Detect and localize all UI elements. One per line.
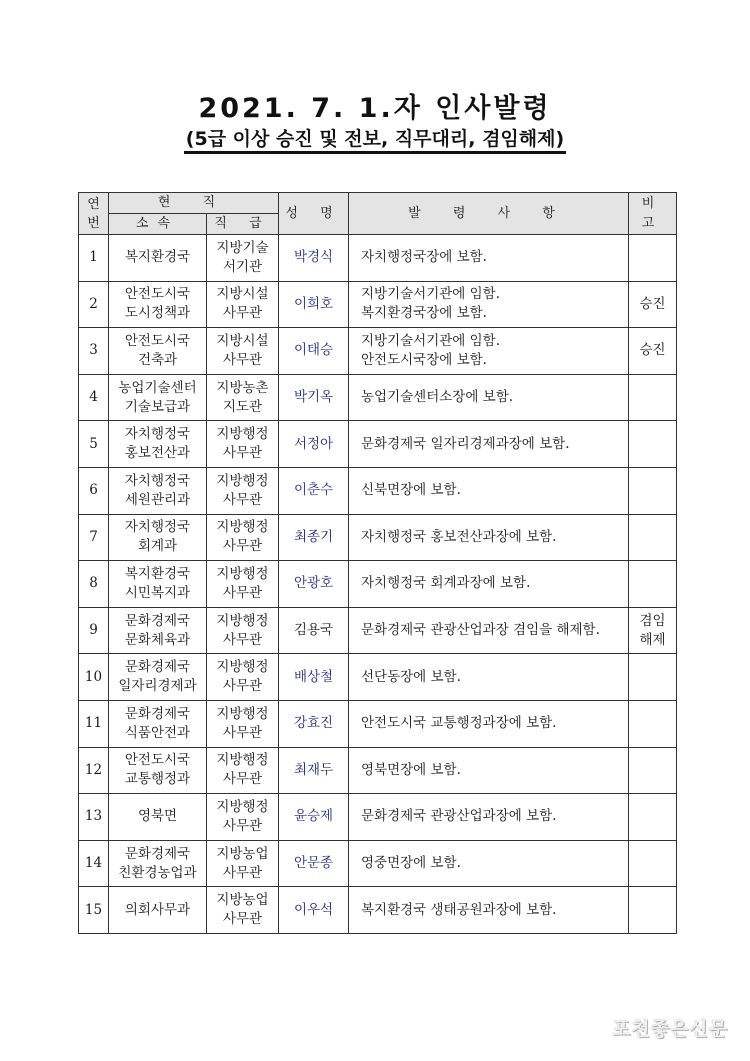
table-row [79,747,677,794]
row-department-line: 안전도시국 [124,752,191,769]
row-department-line: 영북면 [137,808,178,825]
row-note [629,328,677,375]
row-name [279,887,349,934]
row-note [629,747,677,794]
row-grade-line: 지방시설 [216,286,269,303]
row-grade [207,794,279,841]
row-order [349,747,629,794]
document-subtitle [0,124,750,151]
row-note [629,654,677,701]
table-row [79,654,677,701]
document-subtitle-text: (5급 이상 승진 및 전보, 직무대리, 겸임해제) [184,128,566,154]
table-body [79,235,677,934]
row-order-line: 자치행정국 홍보전산과장에 보함. [361,528,557,545]
row-department-line: 문화경제국 [124,659,191,676]
row-order [349,840,629,887]
row-note-line: 승진 [639,295,666,312]
row-number-line: 10 [84,668,103,685]
row-grade-line: 사무관 [222,724,263,741]
row-department-line: 교통행정과 [124,771,191,788]
table-row [79,700,677,747]
row-grade-line: 사무관 [222,911,263,928]
row-number-line: 15 [84,901,103,918]
table-row [79,840,677,887]
row-number [79,747,109,794]
row-department-line: 시민복지과 [124,584,191,601]
row-number [79,700,109,747]
personnel-order-table [78,192,677,934]
row-grade [207,607,279,654]
row-name [279,654,349,701]
row-grade-line: 사무관 [222,771,263,788]
row-name-line: 김용국 [293,622,334,639]
document-title: 2021. 7. 1.자 인사발령 [198,93,552,124]
row-order [349,607,629,654]
row-note [629,374,677,421]
row-number [79,235,109,282]
row-department [109,374,207,421]
header-number [79,193,109,235]
row-number-line: 11 [84,715,103,732]
row-grade-line: 지도관 [222,398,263,415]
row-name [279,235,349,282]
row-department [109,421,207,468]
row-grade-line: 지방농업 [216,892,269,909]
row-department-line: 홍보전산과 [124,445,191,462]
row-grade-line: 지방행정 [216,752,269,769]
row-number-line: 7 [89,528,98,545]
row-order [349,235,629,282]
row-name-line: 서정아 [293,435,334,452]
row-name [279,421,349,468]
row-number-line: 5 [89,435,98,452]
row-department-line: 기술보급과 [124,398,191,415]
row-name [279,467,349,514]
row-name-line: 이우석 [293,901,334,918]
row-grade [207,747,279,794]
row-number-line: 4 [89,389,98,406]
row-grade [207,281,279,328]
row-name-line: 이태승 [293,342,334,359]
row-department-line: 건축과 [137,351,178,368]
row-number-line: 6 [89,482,98,499]
row-grade [207,467,279,514]
row-grade [207,421,279,468]
row-order-line: 영북면장에 보함. [361,761,461,778]
row-grade-line: 서기관 [222,258,263,275]
row-order-line: 농업기술센터소장에 보함. [361,389,514,406]
row-grade-line: 지방기술 [216,239,269,256]
row-number-line: 14 [84,855,103,872]
row-name [279,840,349,887]
row-grade [207,514,279,561]
row-name-line: 박기옥 [293,389,334,406]
row-number-line: 8 [89,575,98,592]
row-name [279,747,349,794]
row-order [349,374,629,421]
row-number [79,561,109,608]
row-department-line: 도시정책과 [124,305,191,322]
table-row [79,421,677,468]
row-number-line: 2 [89,295,98,312]
row-number [79,281,109,328]
row-order-line: 문화경제국 관광산업과장 겸임을 해제함. [361,622,600,639]
row-grade-line: 사무관 [222,584,263,601]
row-department-line: 안전도시국 [124,332,191,349]
row-grade [207,328,279,375]
row-number [79,328,109,375]
header-current-position: 현 직 [109,193,279,214]
row-department [109,235,207,282]
row-department [109,794,207,841]
row-grade-line: 사무관 [222,538,263,555]
row-grade [207,887,279,934]
row-department-line: 복지환경국 [124,249,191,266]
row-grade-line: 사무관 [222,305,263,322]
row-order-line: 영중면장에 보함. [361,855,461,872]
row-department [109,607,207,654]
table-row [79,235,677,282]
row-note [629,607,677,654]
row-department-line: 세원관리과 [124,491,191,508]
row-name [279,281,349,328]
row-department-line: 의회사무과 [124,901,191,918]
row-grade-line: 지방행정 [216,705,269,722]
row-department-line: 문화경제국 [124,845,191,862]
row-grade-line: 지방행정 [216,612,269,629]
row-department [109,887,207,934]
row-order [349,561,629,608]
row-grade-line: 지방행정 [216,472,269,489]
row-order [349,700,629,747]
row-name [279,514,349,561]
row-department [109,747,207,794]
row-department [109,328,207,375]
table-row [79,467,677,514]
row-department-line: 식품안전과 [124,724,191,741]
row-department [109,840,207,887]
row-number-line: 3 [89,342,98,359]
row-department-line: 농업기술센터 [118,379,197,396]
row-number [79,467,109,514]
row-department [109,514,207,561]
row-name-line: 안문종 [293,855,334,872]
table-row [79,281,677,328]
row-name [279,700,349,747]
table-row [79,794,677,841]
header-name: 성 명 [279,193,349,235]
row-grade-line: 지방농촌 [216,379,269,396]
row-number [79,840,109,887]
row-order-line: 지방기술서기관에 임함. [361,286,500,303]
row-order [349,328,629,375]
row-note [629,421,677,468]
row-grade-line: 지방행정 [216,519,269,536]
row-grade-line: 지방시설 [216,332,269,349]
row-order [349,467,629,514]
row-grade-line: 사무관 [222,817,263,834]
row-note [629,700,677,747]
row-order [349,281,629,328]
table-row [79,328,677,375]
row-order-line: 안전도시국장에 보함. [361,351,487,368]
row-grade-line: 지방농업 [216,845,269,862]
row-name [279,794,349,841]
header-department: 소속 [109,214,207,235]
row-department-line: 문화경제국 [124,705,191,722]
header-order: 발 령 사 항 [349,193,629,235]
table-row [79,607,677,654]
row-department-line: 자치행정국 [124,472,191,489]
row-note [629,794,677,841]
row-note [629,561,677,608]
row-name-line: 강효진 [293,715,334,732]
row-department-line: 회계과 [137,538,178,555]
row-department-line: 자치행정국 [124,519,191,536]
header-number-text: 연 번 [87,196,100,231]
row-department [109,281,207,328]
row-name [279,328,349,375]
row-grade [207,561,279,608]
table-row [79,561,677,608]
row-note [629,281,677,328]
row-department-line: 문화체육과 [124,631,191,648]
row-order-line: 자치행정국장에 보함. [361,249,487,266]
row-order-line: 지방기술서기관에 임함. [361,332,500,349]
row-note [629,887,677,934]
row-name-line: 안광호 [293,575,334,592]
header-grade: 직 급 [207,214,279,235]
row-order [349,794,629,841]
row-order-line: 문화경제국 관광산업과장에 보함. [361,808,557,825]
row-number [79,514,109,561]
row-department-line: 문화경제국 [124,612,191,629]
row-number [79,374,109,421]
row-number-line: 13 [84,808,103,825]
row-department [109,700,207,747]
row-name-line: 이춘수 [293,482,334,499]
table-row [79,514,677,561]
row-name [279,374,349,421]
header-note: 비 고 [629,193,677,235]
row-grade-line: 사무관 [222,864,263,881]
row-department [109,561,207,608]
row-order-line: 선단동장에 보함. [361,668,461,685]
row-order [349,514,629,561]
row-note-line: 해제 [639,631,666,648]
row-grade [207,654,279,701]
row-name [279,561,349,608]
row-department-line: 친환경농업과 [118,864,197,881]
row-order-line: 안전도시국 교통행정과장에 보함. [361,715,557,732]
table-row [79,887,677,934]
row-grade-line: 지방행정 [216,426,269,443]
row-number [79,887,109,934]
row-name-line: 최재두 [293,761,334,778]
row-number [79,607,109,654]
row-grade-line: 사무관 [222,351,263,368]
row-note [629,840,677,887]
row-name-line: 박경식 [293,249,334,266]
row-order-line: 복지환경국 생태공원과장에 보함. [361,901,557,918]
row-name-line: 배상철 [293,668,334,685]
row-department-line: 안전도시국 [124,286,191,303]
row-order [349,654,629,701]
row-grade-line: 지방행정 [216,659,269,676]
row-grade-line: 사무관 [222,678,263,695]
row-number-line: 12 [84,761,103,778]
row-grade [207,700,279,747]
row-name-line: 최종기 [293,528,334,545]
row-note-line: 승진 [639,342,666,359]
row-order [349,421,629,468]
row-grade-line: 사무관 [222,491,263,508]
row-note [629,235,677,282]
row-name-line: 이희호 [293,295,334,312]
row-number-line: 1 [89,249,98,266]
row-note [629,514,677,561]
row-department [109,654,207,701]
row-order-line: 문화경제국 일자리경제과장에 보함. [361,435,570,452]
row-department-line: 일자리경제과 [118,678,197,695]
row-note-line: 겸임 [639,612,666,629]
row-grade-line: 사무관 [222,445,263,462]
row-grade [207,235,279,282]
row-department-line: 복지환경국 [124,565,191,582]
row-order-line: 자치행정국 회계과장에 보함. [361,575,531,592]
row-order [349,887,629,934]
table-row [79,374,677,421]
row-grade-line: 사무관 [222,631,263,648]
row-number [79,654,109,701]
row-department [109,467,207,514]
row-name-line: 윤승제 [293,808,334,825]
newspaper-watermark: 포천좋은신문 [611,1018,728,1040]
row-grade [207,840,279,887]
row-number [79,794,109,841]
row-number [79,421,109,468]
row-order-line: 복지환경국장에 보함. [361,305,487,322]
row-number-line: 9 [89,622,98,639]
row-name [279,607,349,654]
row-note [629,467,677,514]
row-order-line: 신북면장에 보함. [361,482,461,499]
row-department-line: 자치행정국 [124,426,191,443]
row-grade-line: 지방행정 [216,798,269,815]
row-grade [207,374,279,421]
row-grade-line: 지방행정 [216,565,269,582]
